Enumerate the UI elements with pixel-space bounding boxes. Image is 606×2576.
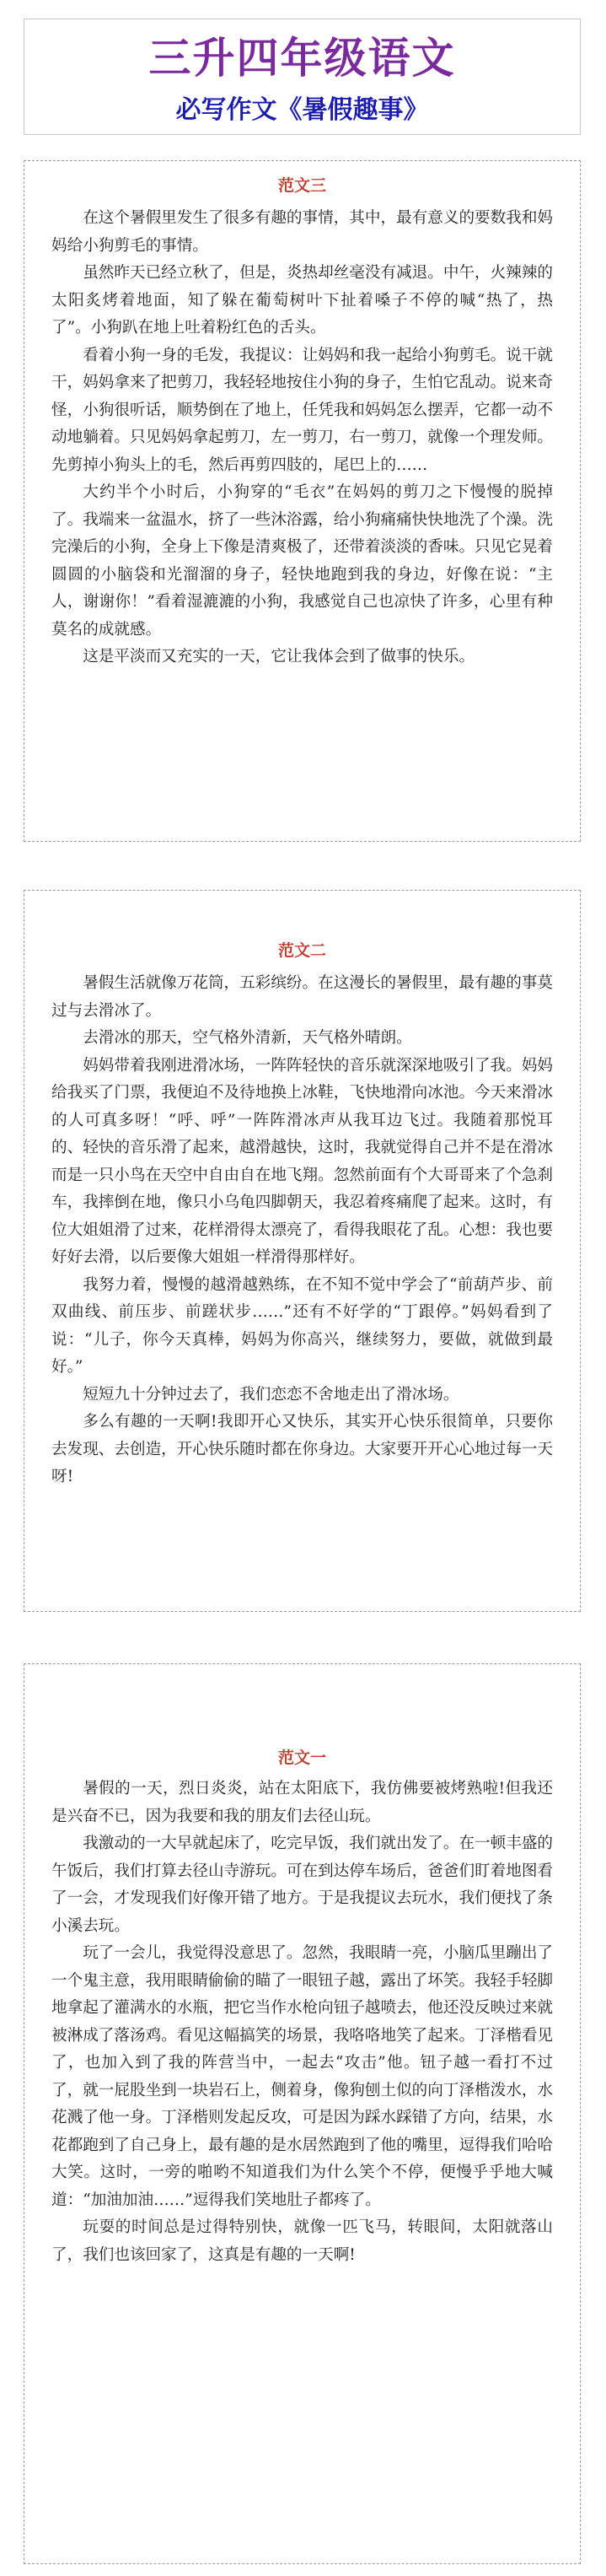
paragraph: 在这个暑假里发生了很多有趣的事情，其中，最有意义的要数我和妈妈给小狗剪毛的事情。 <box>51 209 554 255</box>
page-title: 三升四年级语文 <box>148 34 456 83</box>
article-body <box>51 205 553 671</box>
article-title: 范文三 <box>277 176 326 195</box>
paragraph: 去滑冰的那天，空气格外清新，天气格外晴朗。 <box>83 1029 412 1047</box>
paragraph: 暑假的一天，烈日炎炎，站在太阳底下，我仿佛要被烤熟啦!但我还是兴奋不已，因为我要和我的朋友们去径山玩。 <box>51 1780 553 1825</box>
paragraph: 玩耍的时间总是过得特别快，就像一匹飞马，转眼间，太阳就落山了，我们也该回家了，这真是有趣的一天啊! <box>51 2218 553 2264</box>
article-title: 范文二 <box>277 941 326 960</box>
article-box-fanwen-yi <box>24 1663 581 2564</box>
paragraph: 多么有趣的一天啊!我即开心又快乐，其实开心快乐很简单，只要你去发现、去创造，开心快乐随时都在你身边。大家要开开心心地过每一天呀! <box>51 1413 554 1485</box>
paragraph: 大约半个小时后，小狗穿的“毛衣”在妈妈的剪刀之下慢慢的脱掉了。我端来一盆温水，挤了一些沐浴露，给小狗痛痛快快地洗了个澡。洗完澡后的小狗，全身上下像是清爽极了，还带着淡淡的香味。只见它晃着圆圆的小脑袋和光溜溜的身子，轻快地跑到我的身边，好像在说：“主人，谢谢你！”看着湿漉漉的小狗，我感觉自己也凉快了许多，心里有种莫名的成就感。 <box>51 483 554 639</box>
article-title: 范文一 <box>277 1749 326 1767</box>
paragraph: 短短九十分钟过去了，我们恋恋不舍地走出了滑冰场。 <box>83 1385 459 1404</box>
paragraph: 妈妈带着我刚进滑冰场，一阵阵轻快的音乐就深深地吸引了我。妈妈给我买了门票，我便迫不及待地换上冰鞋，飞快地滑向冰池。今天来滑冰的人可真多呀！“呼、呼”一阵阵滑冰声从我耳边飞过。我随着那悦耳的、轻快的音乐滑了起来，越滑越快，这时，我就觉得自己并不是在滑冰而是一只小鸟在天空中自由自在地飞翔。忽然前面有个大哥哥来了个急刹车，我摔倒在地，像只小乌龟四脚朝天，我忍着疼痛爬了起来。这时，有位大姐姐滑了过来，花样滑得太漂亮了，看得我眼花了乱。心想：我也要好好去滑，以后要像大姐姐一样滑得那样好。 <box>51 1056 554 1266</box>
article-body <box>51 970 553 1491</box>
article-body <box>51 1776 553 2269</box>
paragraph: 暑假生活就像万花筒，五彩缤纷。在这漫长的暑假里，最有趣的事莫过与去滑冰了。 <box>51 974 554 1020</box>
paragraph: 看着小狗一身的毛发，我提议：让妈妈和我一起给小狗剪毛。说干就干，妈妈拿来了把剪刀，我轻轻地按住小狗的身子，生怕它乱动。说来奇怪，小狗很听话，顺势倒在了地上，任凭我和妈妈怎么摆弄，它都一动不动地躺着。只见妈妈拿起剪刀，左一剪刀，右一剪刀，就像一个理发师。先剪掉小狗头上的毛，然后再剪四肢的，尾巴上的…… <box>51 346 554 474</box>
paragraph: 我努力着，慢慢的越滑越熟练，在不知不觉中学会了“前葫芦步、前双曲线、前压步、前蹉状步……”还有不好学的“丁跟停。”妈妈看到了说：“儿子，你今天真棒，妈妈为你高兴，继续努力，要做，就做到最好。” <box>51 1275 553 1376</box>
page-subtitle: 必写作文《暑假趣事》 <box>175 95 429 125</box>
article-box-fanwen-san <box>24 160 581 842</box>
paragraph: 虽然昨天已经立秋了，但是，炎热却丝毫没有减退。中午，火辣辣的太阳炙烤着地面，知了躲在葡萄树叶下扯着嗓子不停的喊“热了，热了”。小狗趴在地上吐着粉红色的舌头。 <box>51 264 554 337</box>
paragraph: 这是平淡而又充实的一天，它让我体会到了做事的快乐。 <box>83 648 475 666</box>
header-box <box>24 19 581 135</box>
article-box-fanwen-er <box>24 890 581 1612</box>
paragraph: 玩了一会儿，我觉得没意思了。忽然，我眼睛一亮，小脑瓜里蹦出了一个鬼主意，我用眼睛偷偷的瞄了一眼钮子越，露出了坏笑。我轻手轻脚地拿起了灌满水的水瓶，把它当作水枪向钮子越喷去，他还没反映过来就被淋成了落汤鸡。看见这幅搞笑的场景，我咯咯地笑了起来。丁泽楷看见了，也加入到了我的阵营当中，一起去“攻击”他。钮子越一看打不过了，就一屁股坐到一块岩石上，侧着身，像狗刨土似的向丁泽楷泼水，水花溅了他一身。丁泽楷则发起反攻，可是因为踩水踩错了方向，结果，水花都跑到了自己身上，最有趣的是水居然跑到了他的嘴里，逗得我们哈哈大笑。这时，一旁的啪哟不知道我们为什么笑个不停，便慢乎乎地大喊道：“加油加油……”逗得我们笑地肚子都疼了。 <box>51 1944 554 2209</box>
paragraph: 我激动的一大早就起床了，吃完早饭，我们就出发了。在一顿丰盛的午饭后，我们打算去径山寺游玩。可在到达停车场后，爸爸们盯着地图看了一会，才发现我们好像开错了地方。于是我提议去玩水，我们便找了条小溪去玩。 <box>51 1835 554 1935</box>
